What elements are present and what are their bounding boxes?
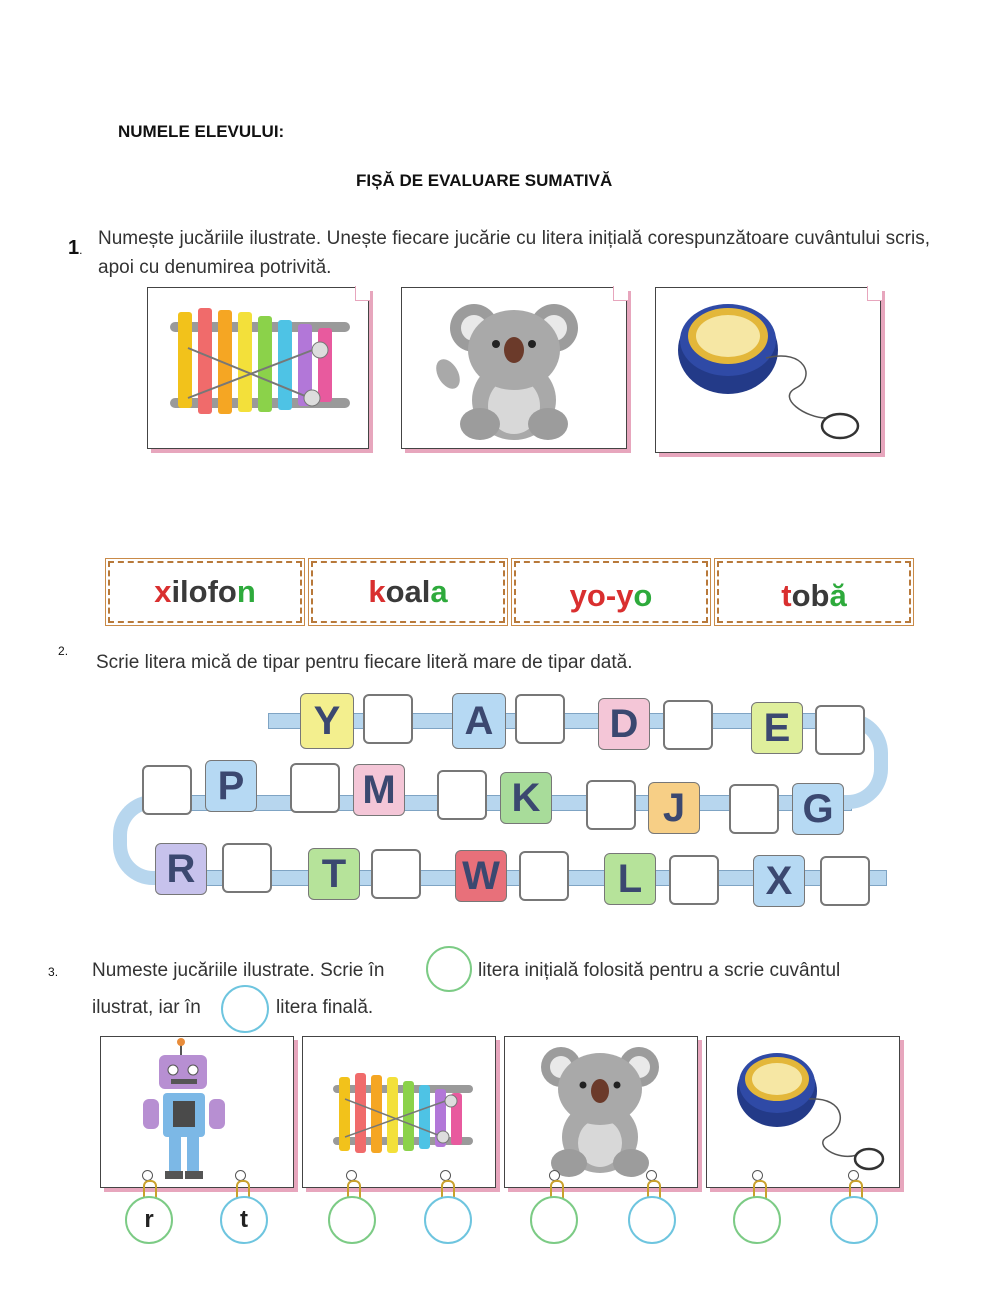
q2-number-text: 2 [58, 644, 65, 658]
xylophone-picture [303, 1037, 495, 1187]
koala-picture [505, 1037, 697, 1187]
robot-final-letter-ring[interactable]: t [220, 1196, 268, 1244]
robot-picture [101, 1037, 293, 1187]
yoyo-picture [656, 288, 880, 452]
q1-word-koala [311, 561, 505, 623]
tile-P: P [205, 760, 257, 812]
answer-box-m[interactable] [290, 763, 340, 813]
q1-card-yoyo [655, 287, 881, 453]
robot-initial-letter-ring[interactable]: r [125, 1196, 173, 1244]
tile-W: W [455, 850, 507, 902]
tile-X: X [753, 855, 805, 907]
q1-card-xylophone [147, 287, 369, 449]
yoyo-picture [707, 1037, 899, 1187]
question-3-number: 3. [48, 965, 59, 979]
tile-L: L [604, 853, 656, 905]
answer-box-x[interactable] [820, 856, 870, 906]
tile-M: M [353, 764, 405, 816]
answer-box-j[interactable] [586, 780, 636, 830]
answer-box-p[interactable] [142, 765, 192, 815]
question-2-number: 2. [58, 644, 69, 658]
q3-instruction-part-d: litera finală. [276, 997, 374, 1018]
answer-box-d[interactable] [663, 700, 713, 750]
q3-card-xylophone [302, 1036, 496, 1188]
word-letters: tobă [781, 578, 847, 613]
answer-box-w[interactable] [519, 851, 569, 901]
blue-circle-icon [221, 985, 269, 1033]
q3-instruction-part-b: litera inițială folosită pentru a scrie cuvântul [478, 960, 841, 981]
xylophone-picture [148, 288, 368, 448]
answer-box-r[interactable] [222, 843, 272, 893]
tile-Y: Y [300, 693, 354, 749]
answer-box-y[interactable] [363, 694, 413, 744]
tile-E: E [751, 702, 803, 754]
student-name-label: NUMELE ELEVULUI: [118, 122, 285, 141]
word-letters: koala [368, 574, 448, 609]
question-2-instruction: Scrie litera mică de tipar pentru fiecare literă mare de tipar dată. [96, 652, 633, 673]
tile-K: K [500, 772, 552, 824]
tile-A: A [452, 693, 506, 749]
answer-box-e[interactable] [815, 705, 865, 755]
word-letters: xilofon [154, 574, 256, 609]
green-circle-icon [426, 946, 472, 992]
tile-T: T [308, 848, 360, 900]
q3-number-text: 3 [48, 965, 55, 979]
tile-G: G [792, 783, 844, 835]
q1-word-toba [717, 561, 911, 623]
q1-number-text: 1 [68, 237, 80, 259]
q1-card-koala [401, 287, 627, 449]
q1-word-xilofon [108, 561, 302, 623]
answer-box-t[interactable] [371, 849, 421, 899]
xylophone-final-letter-ring[interactable] [424, 1196, 472, 1244]
tile-R: R [155, 843, 207, 895]
word-letters: yo-yo [569, 578, 653, 613]
koala-final-letter-ring[interactable] [628, 1196, 676, 1244]
tile-J: J [648, 782, 700, 834]
q3-card-yoyo [706, 1036, 900, 1188]
xylophone-initial-letter-ring[interactable] [328, 1196, 376, 1244]
q3-card-robot [100, 1036, 294, 1188]
q3-instruction-part-a: Numeste jucăriile ilustrate. Scrie în [92, 960, 385, 981]
answer-box-k[interactable] [437, 770, 487, 820]
tile-D: D [598, 698, 650, 750]
question-1-instruction: Numește jucăriile ilustrate. Unește fiecare jucărie cu litera inițială corespunzătoare cuvântului scris, apoi cu denumirea potrivită. [98, 228, 930, 278]
q3-card-koala [504, 1036, 698, 1188]
yoyo-initial-letter-ring[interactable] [733, 1196, 781, 1244]
yoyo-final-letter-ring[interactable] [830, 1196, 878, 1244]
koala-initial-letter-ring[interactable] [530, 1196, 578, 1244]
answer-box-g[interactable] [729, 784, 779, 834]
answer-box-l[interactable] [669, 855, 719, 905]
q3-instruction-part-c: ilustrat, iar în [92, 997, 201, 1018]
q1-word-yoyo [514, 561, 708, 623]
question-1-number: 1. [68, 237, 83, 259]
answer-box-a[interactable] [515, 694, 565, 744]
worksheet-title: FIȘĂ DE EVALUARE SUMATIVĂ [356, 171, 613, 190]
koala-picture [402, 288, 626, 448]
